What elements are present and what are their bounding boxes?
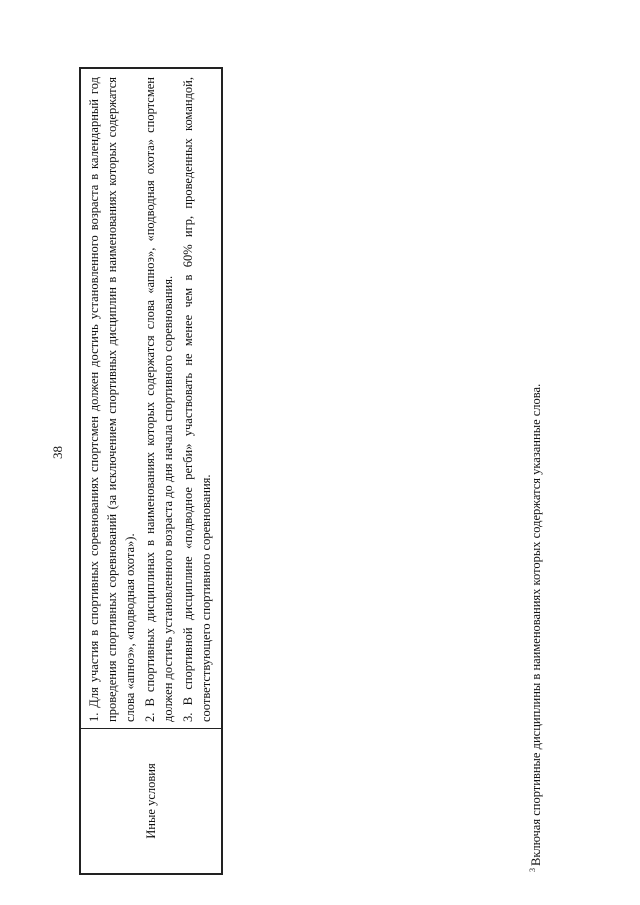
condition-item-3: 3. В спортивной дисциплине «подводное регби» участвовать не менее чем в 60% игр, проведенных командой, соответствующего спортивного соревнования.	[181, 77, 213, 722]
footnote-text: Включая спортивные дисциплины в наименованиях которых содержатся указанные слова.	[529, 383, 544, 866]
conditions-content-cell	[81, 69, 221, 728]
conditions-table	[79, 67, 223, 875]
page-number: 38	[50, 446, 65, 459]
condition-item-1: 1. Для участия в спортивных соревнованиях спортсмен должен достичь установленного возраста в календарный год проведения спортивных соревнований (за исключением спортивных дисциплин в наименованиях которых содержатся слова «апноэ», «подводная охота»).	[87, 77, 137, 722]
footnote	[528, 384, 544, 872]
conditions-label-cell	[81, 728, 221, 873]
footnote-marker: 3	[528, 868, 537, 872]
conditions-label: Иные условия	[143, 763, 158, 839]
condition-item-2: 2. В спортивных дисциплинах в наименованиях которых содержатся слова «апноэ», «подводная охота» спортсмен должен достичь установленного возраста до дня начала спортивного соревнования.	[143, 77, 175, 722]
